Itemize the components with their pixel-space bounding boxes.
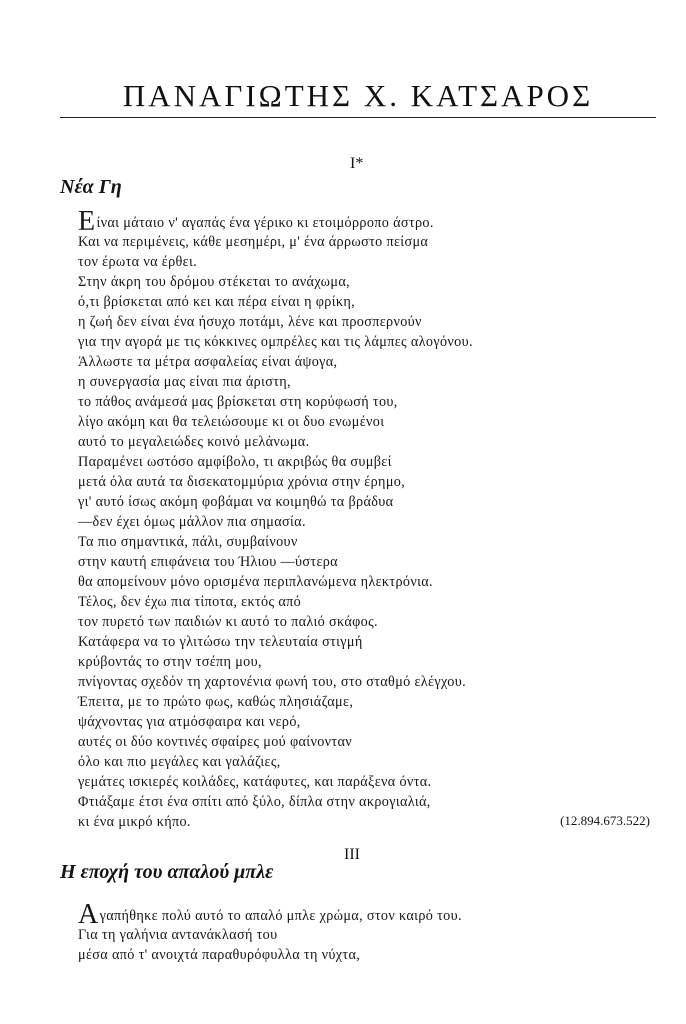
poem-line: —δεν έχει όμως μάλλον πια σημασία. [78,514,306,530]
poem-line: Τέλος, δεν έχω πια τίποτα, εκτός από [78,594,302,610]
poem-line [78,899,462,930]
poem-line: Για τη γαλήνια αντανάκλασή του [78,927,278,943]
poem-line: ψάχνοντας για ατμόσφαιρα και νερό, [78,714,301,730]
poem-body [78,206,473,832]
poem-body [78,899,462,965]
poem-title: Νέα Γη [60,176,122,198]
poem-line: η ζωή δεν είναι ένα ήσυχο ποτάμι, λένε και προσπερνούν [78,314,422,330]
poem-line: στην καυτή επιφάνεια του Ήλιου —ύστερα [78,554,338,570]
poem-line: αυτό το μεγαλειώδες κοινό μελάνωμα. [78,434,310,450]
poem-line: μέσα από τ' ανοιχτά παραθυρόφυλλα τη νύχτα, [78,947,361,963]
poem-line: κρύβοντάς το στην τσέπη μου, [78,654,262,670]
poem-line: ό,τι βρίσκεται από κει και πέρα είναι η φρίκη, [78,294,356,310]
poem-line: Φτιάξαμε έτσι ένα σπίτι από ξύλο, δίπλα στην ακρογιαλιά, [78,794,431,810]
poem-line: η συνεργασία μας είναι πια άριστη, [78,374,291,390]
poem-line: λίγο ακόμη και θα τελειώσουμε κι οι δυο ενωμένοι [78,414,385,430]
poem-line: κι ένα μικρό κήπο. [78,814,191,830]
section-number: I* [350,155,364,172]
poem-line [78,206,473,237]
section-number: III [344,846,360,863]
poem-line: θα απομείνουν μόνο ορισμένα περιπλανώμενα ηλεκτρόνια. [78,574,433,590]
poem-line: τον έρωτα να έρθει. [78,254,198,270]
author-name-header: ΠΑΝΑΓΙΩΤΗΣ Χ. ΚΑΤΣΑΡΟΣ [122,78,594,113]
poem-line: Και να περιμένεις, κάθε μεσημέρι, μ' ένα άρρωστο πείσμα [78,234,429,250]
poem-line: το πάθος ανάμεσά μας βρίσκεται στη κορύφωσή του, [78,394,398,410]
poem-line: γι' αυτό ίσως ακόμη φοβάμαι να κοιμηθώ τα βράδυα [78,494,394,510]
drop-cap: Α [78,899,99,930]
poem-line: αυτές οι δύο κοντινές σφαίρες μού φαίνονταν [78,734,353,750]
poem-line: τον πυρετό των παιδιών κι αυτό το παλιό σκάφος. [78,614,378,630]
poem-line: Στην άκρη του δρόμου στέκεται το ανάχωμα, [78,274,351,290]
poem-line-text: ίναι μάταιο ν' αγαπάς ένα γέρικο κι ετοιμόρροπο άστρο. [96,215,434,231]
poem-title: Η εποχή του απαλού μπλε [60,861,274,883]
poem-line: πνίγοντας σχεδόν τη χαρτονένια φωνή του, στο σταθμό ελέγχου. [78,674,467,690]
poem-line: Παραμένει ωστόσο αμφίβολο, τι ακριβώς θα συμβεί [78,454,392,470]
poem-line-text: γαπήθηκε πολύ αυτό το απαλό μπλε χρώμα, στον καιρό του. [99,908,462,924]
header-rule [60,117,656,118]
poem-line: μετά όλα αυτά τα δισεκατομμύρια χρόνια στην έρημο, [78,474,406,490]
poem-line: όλο και πιο μεγάλες και γαλάζιες, [78,754,281,770]
footnote-number: (12.894.673.522) [560,813,650,828]
poem-line: Κατάφερα να το γλιτώσω την τελευταία στιγμή [78,634,363,650]
drop-cap: Ε [78,206,96,237]
poem-line: Έπειτα, με το πρώτο φως, καθώς πλησιάζαμε, [78,694,354,710]
poem-line: Άλλωστε τα μέτρα ασφαλείας είναι άψογα, [78,354,338,370]
poem-line: Τα πιο σημαντικά, πάλι, συμβαίνουν [78,534,298,550]
poem-line: γεμάτες ισκιερές κοιλάδες, κατάφυτες, και παράξενα όντα. [78,774,432,790]
poem-line: για την αγορά με τις κόκκινες ομπρέλες και τις λάμπες αλογόνου. [78,334,473,350]
